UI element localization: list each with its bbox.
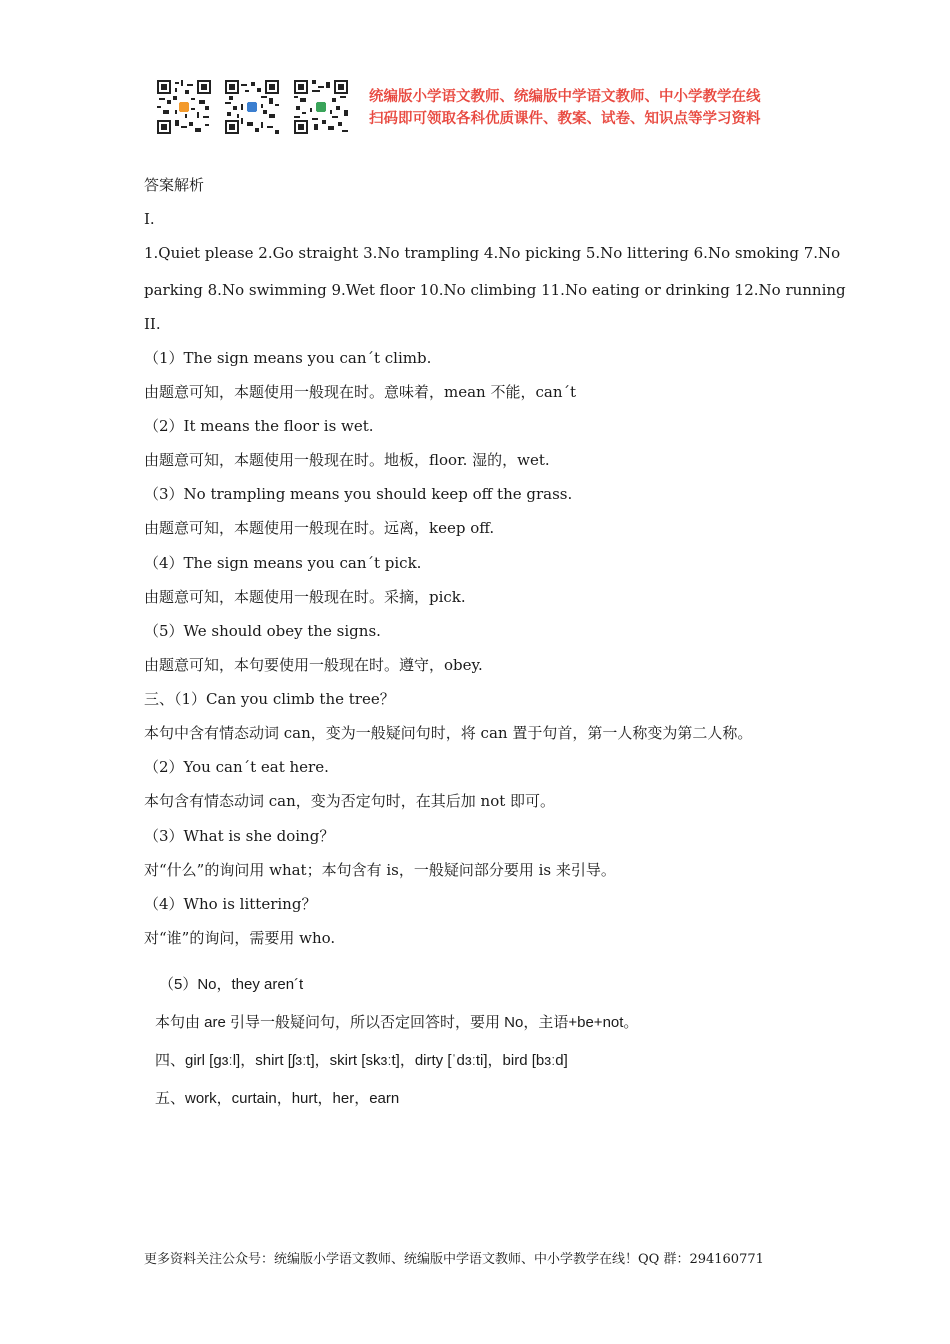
explanation-2-4: 由题意可知，本题使用一般现在时。采摘，pick.	[144, 588, 466, 606]
qr-center-green	[316, 102, 326, 112]
explanation-3-3: 对“什么”的询问用 what；本句含有 is，一般疑问部分要用 is 来引导。	[144, 861, 616, 879]
banner-line-2: 扫码即可领取各科优质课件、教案、试卷、知识点等学习资料	[369, 111, 761, 127]
qr-code-blue-icon[interactable]	[225, 80, 279, 134]
question-2-3: （3）No trampling means you should keep off the grass.	[144, 485, 573, 503]
qr-center-orange	[179, 102, 189, 112]
question-3-4: （4）Who is littering？	[144, 895, 317, 913]
section-1-line-2: parking 8.No swimming 9.Wet floor 10.No climbing 11.No eating or drinking 12.No running	[144, 281, 846, 299]
explanation-2-5: 由题意可知，本句要使用一般现在时。遵守，obey.	[144, 656, 483, 674]
explanation-3-4: 对“谁”的询问，需要用 who.	[144, 929, 336, 947]
qr-code-green-icon[interactable]	[294, 80, 348, 134]
question-2-5: （5）We should obey the signs.	[144, 622, 381, 640]
qr-code-orange-icon[interactable]	[157, 80, 211, 134]
section-4-phonetics: 四、girl [gɜːl]，shirt [ʃɜːt]，skirt [skɜːt]，dirty [ˈdɜːti]，bird [bɜːd]	[155, 1052, 568, 1069]
answer-title: 答案解析	[144, 176, 205, 194]
question-3-2: （2）You can´t eat here.	[144, 758, 329, 776]
footer-note: 更多资料关注公众号：统编版小学语文教师、统编版中学语文教师、中小学教学在线！QQ 群：294160771	[144, 1252, 764, 1267]
question-2-4: （4）The sign means you can´t pick.	[144, 554, 422, 572]
section-2-label: II.	[144, 315, 161, 333]
question-3-1: 三、（1）Can you climb the tree？	[144, 690, 395, 708]
explanation-3-2: 本句含有情态动词 can，变为否定句时，在其后加 not 即可。	[144, 792, 556, 810]
question-3-3: （3）What is she doing？	[144, 827, 335, 845]
question-2-1: （1）The sign means you can´t climb.	[144, 349, 432, 367]
explanation-2-2: 由题意可知，本题使用一般现在时。地板，floor. 湿的，wet.	[144, 451, 550, 469]
explanation-2-3: 由题意可知，本题使用一般现在时。远离，keep off.	[144, 519, 495, 537]
section-1-line-1: 1.Quiet please 2.Go straight 3.No trampling 4.No picking 5.No littering 6.No smoking 7.No	[144, 244, 841, 262]
promo-banner-text	[369, 86, 799, 130]
qr-center-blue	[247, 102, 257, 112]
header-banner	[157, 80, 797, 136]
question-3-5: （5）No，they aren´t	[159, 976, 304, 993]
explanation-3-1: 本句中含有情态动词 can，变为一般疑问句时，将 can 置于句首，第一人称变为第二人称。	[144, 724, 753, 742]
question-2-2: （2）It means the floor is wet.	[144, 417, 374, 435]
section-1-label: I.	[144, 210, 155, 228]
explanation-2-1: 由题意可知，本题使用一般现在时。意味着，mean 不能，can´t	[144, 383, 577, 401]
section-5-words: 五、work，curtain，hurt，her，earn	[155, 1090, 400, 1107]
explanation-3-5: 本句由 are 引导一般疑问句，所以否定回答时，要用 No，主语+be+not。	[155, 1014, 639, 1031]
banner-line-1: 统编版小学语文教师、统编版中学语文教师、中小学教学在线	[369, 89, 761, 105]
